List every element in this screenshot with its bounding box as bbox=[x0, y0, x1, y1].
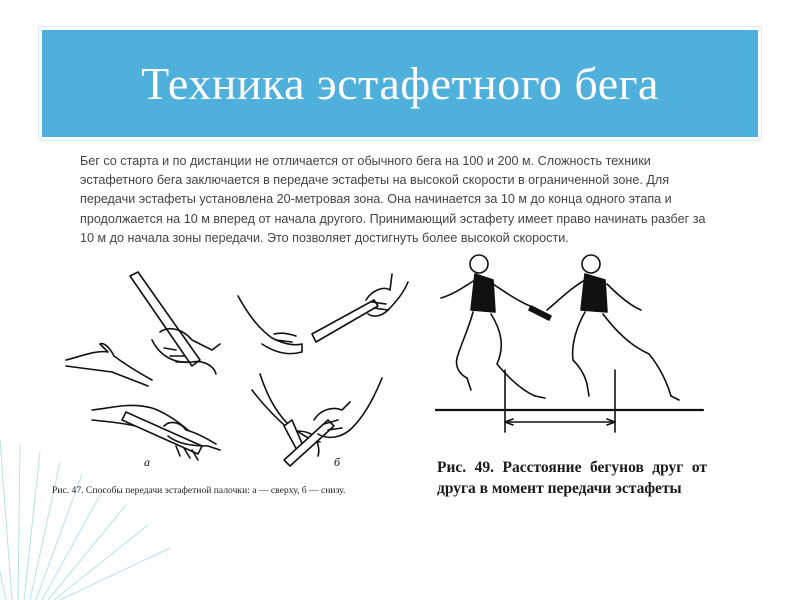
body-paragraph: Бег со старта и по дистанции не отличается от обычного бега на 100 и 200 м. Сложность техники эстафетного бега заключается в передаче эстафеты на высокой скорости в ограниченной зоне. Для передачи эстафеты установлена 20-метровая зона. Она начинается за 10 м до конца одного этапа и продолжается на 10 м вперед от начала другого. Принимающий эстафету имеет право начинать разбег за 10 м до начала зоны передачи. Это позволяет достигнуть более высокой скорости. bbox=[80, 154, 706, 245]
figure47-caption: Рис. 47. Способы передачи эстафетной палочки: а — сверху, б — снизу. bbox=[52, 485, 346, 496]
slide-title: Техника эстафетного бега bbox=[141, 58, 659, 109]
relay-runners-illustration bbox=[435, 250, 707, 440]
figure49-caption: Рис. 49. Расстояние бегунов друг от друга в момент передачи эстафеты bbox=[437, 459, 707, 497]
figure47-label-a: а bbox=[144, 455, 150, 469]
figure47-label-b: б bbox=[334, 455, 341, 469]
title-banner bbox=[39, 27, 761, 140]
baton-handoff-hands-illustration bbox=[52, 270, 412, 470]
